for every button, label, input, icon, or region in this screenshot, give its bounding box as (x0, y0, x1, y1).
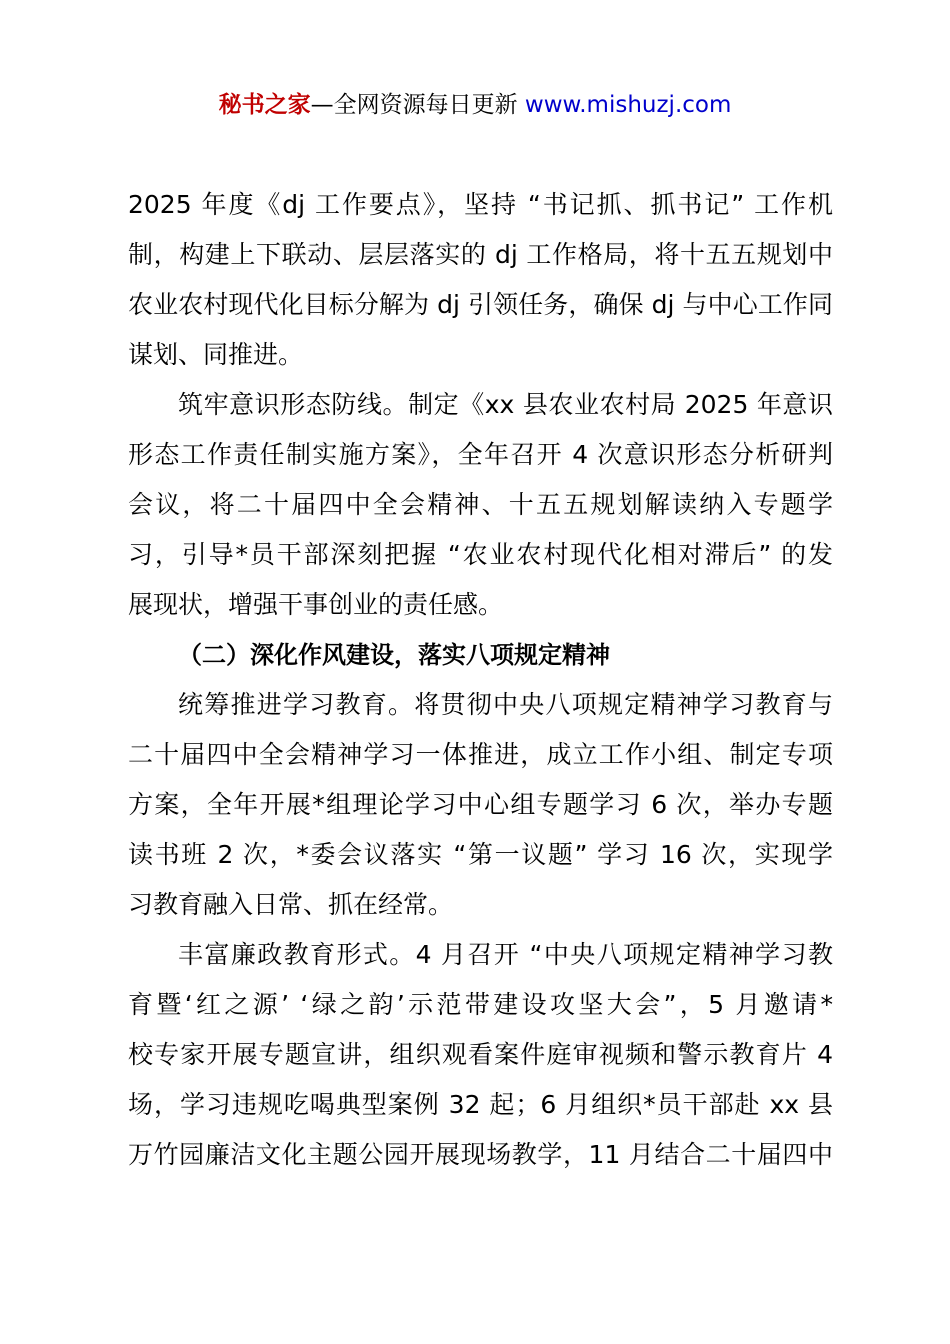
header-url-link[interactable]: www.mishuzj.com (524, 92, 732, 118)
paragraph-start-line: 筑牢意识形态防线。制定《xx 县农业农村局 2025 年意识 (178, 390, 833, 419)
text-line: 展现状，增强干事创业的责任感。 (128, 590, 504, 619)
text-line: 2025 年度《dj 工作要点》，坚持 “书记抓、抓书记” 工作机 (128, 190, 833, 219)
text-line: 二十届四中全会精神学习一体推进，成立工作小组、制定专项 (128, 740, 833, 769)
text-line: 方案，全年开展*组理论学习中心组专题学习 6 次，举办专题 (128, 790, 833, 819)
text-line: 形态工作责任制实施方案》，全年召开 4 次意识形态分析研判 (128, 440, 833, 469)
section-heading: （二）深化作风建设，落实八项规定精神 (178, 641, 610, 669)
text-line: 制，构建上下联动、层层落实的 dj 工作格局，将十五五规划中 (128, 240, 833, 269)
text-line: 习，引导*员干部深刻把握 “农业农村现代化相对滞后” 的发 (128, 540, 833, 569)
text-line: 万竹园廉洁文化主题公园开展现场教学，11 月结合二十届四中 (128, 1140, 833, 1169)
text-line: 习教育融入日常、抓在经常。 (128, 890, 454, 919)
text-line: 读书班 2 次，*委会议落实 “第一议题” 学习 16 次，实现学 (128, 840, 833, 869)
text-line: 场，学习违规吃喝典型案例 32 起；6 月组织*员干部赴 xx 县 (128, 1090, 833, 1119)
paragraph-start-line: 统筹推进学习教育。将贯彻中央八项规定精神学习教育与 (178, 690, 833, 719)
text-line: 谋划、同推进。 (128, 340, 304, 369)
page-header (0, 88, 950, 122)
header-brand: 秘书之家 (218, 92, 311, 118)
header-tagline: —全网资源每日更新 (310, 92, 525, 118)
text-line: 会议，将二十届四中全会精神、十五五规划解读纳入专题学 (128, 490, 833, 519)
text-line: 育暨‘红之源’ ‘绿之韵’示范带建设攻坚大会”，5 月邀请* (128, 990, 833, 1019)
document-body (128, 180, 833, 1180)
paragraph-start-line: 丰富廉政教育形式。4 月召开 “中央八项规定精神学习教 (178, 940, 833, 969)
text-line: 农业农村现代化目标分解为 dj 引领任务，确保 dj 与中心工作同 (128, 290, 833, 319)
text-line: 校专家开展专题宣讲，组织观看案件庭审视频和警示教育片 4 (128, 1040, 833, 1069)
